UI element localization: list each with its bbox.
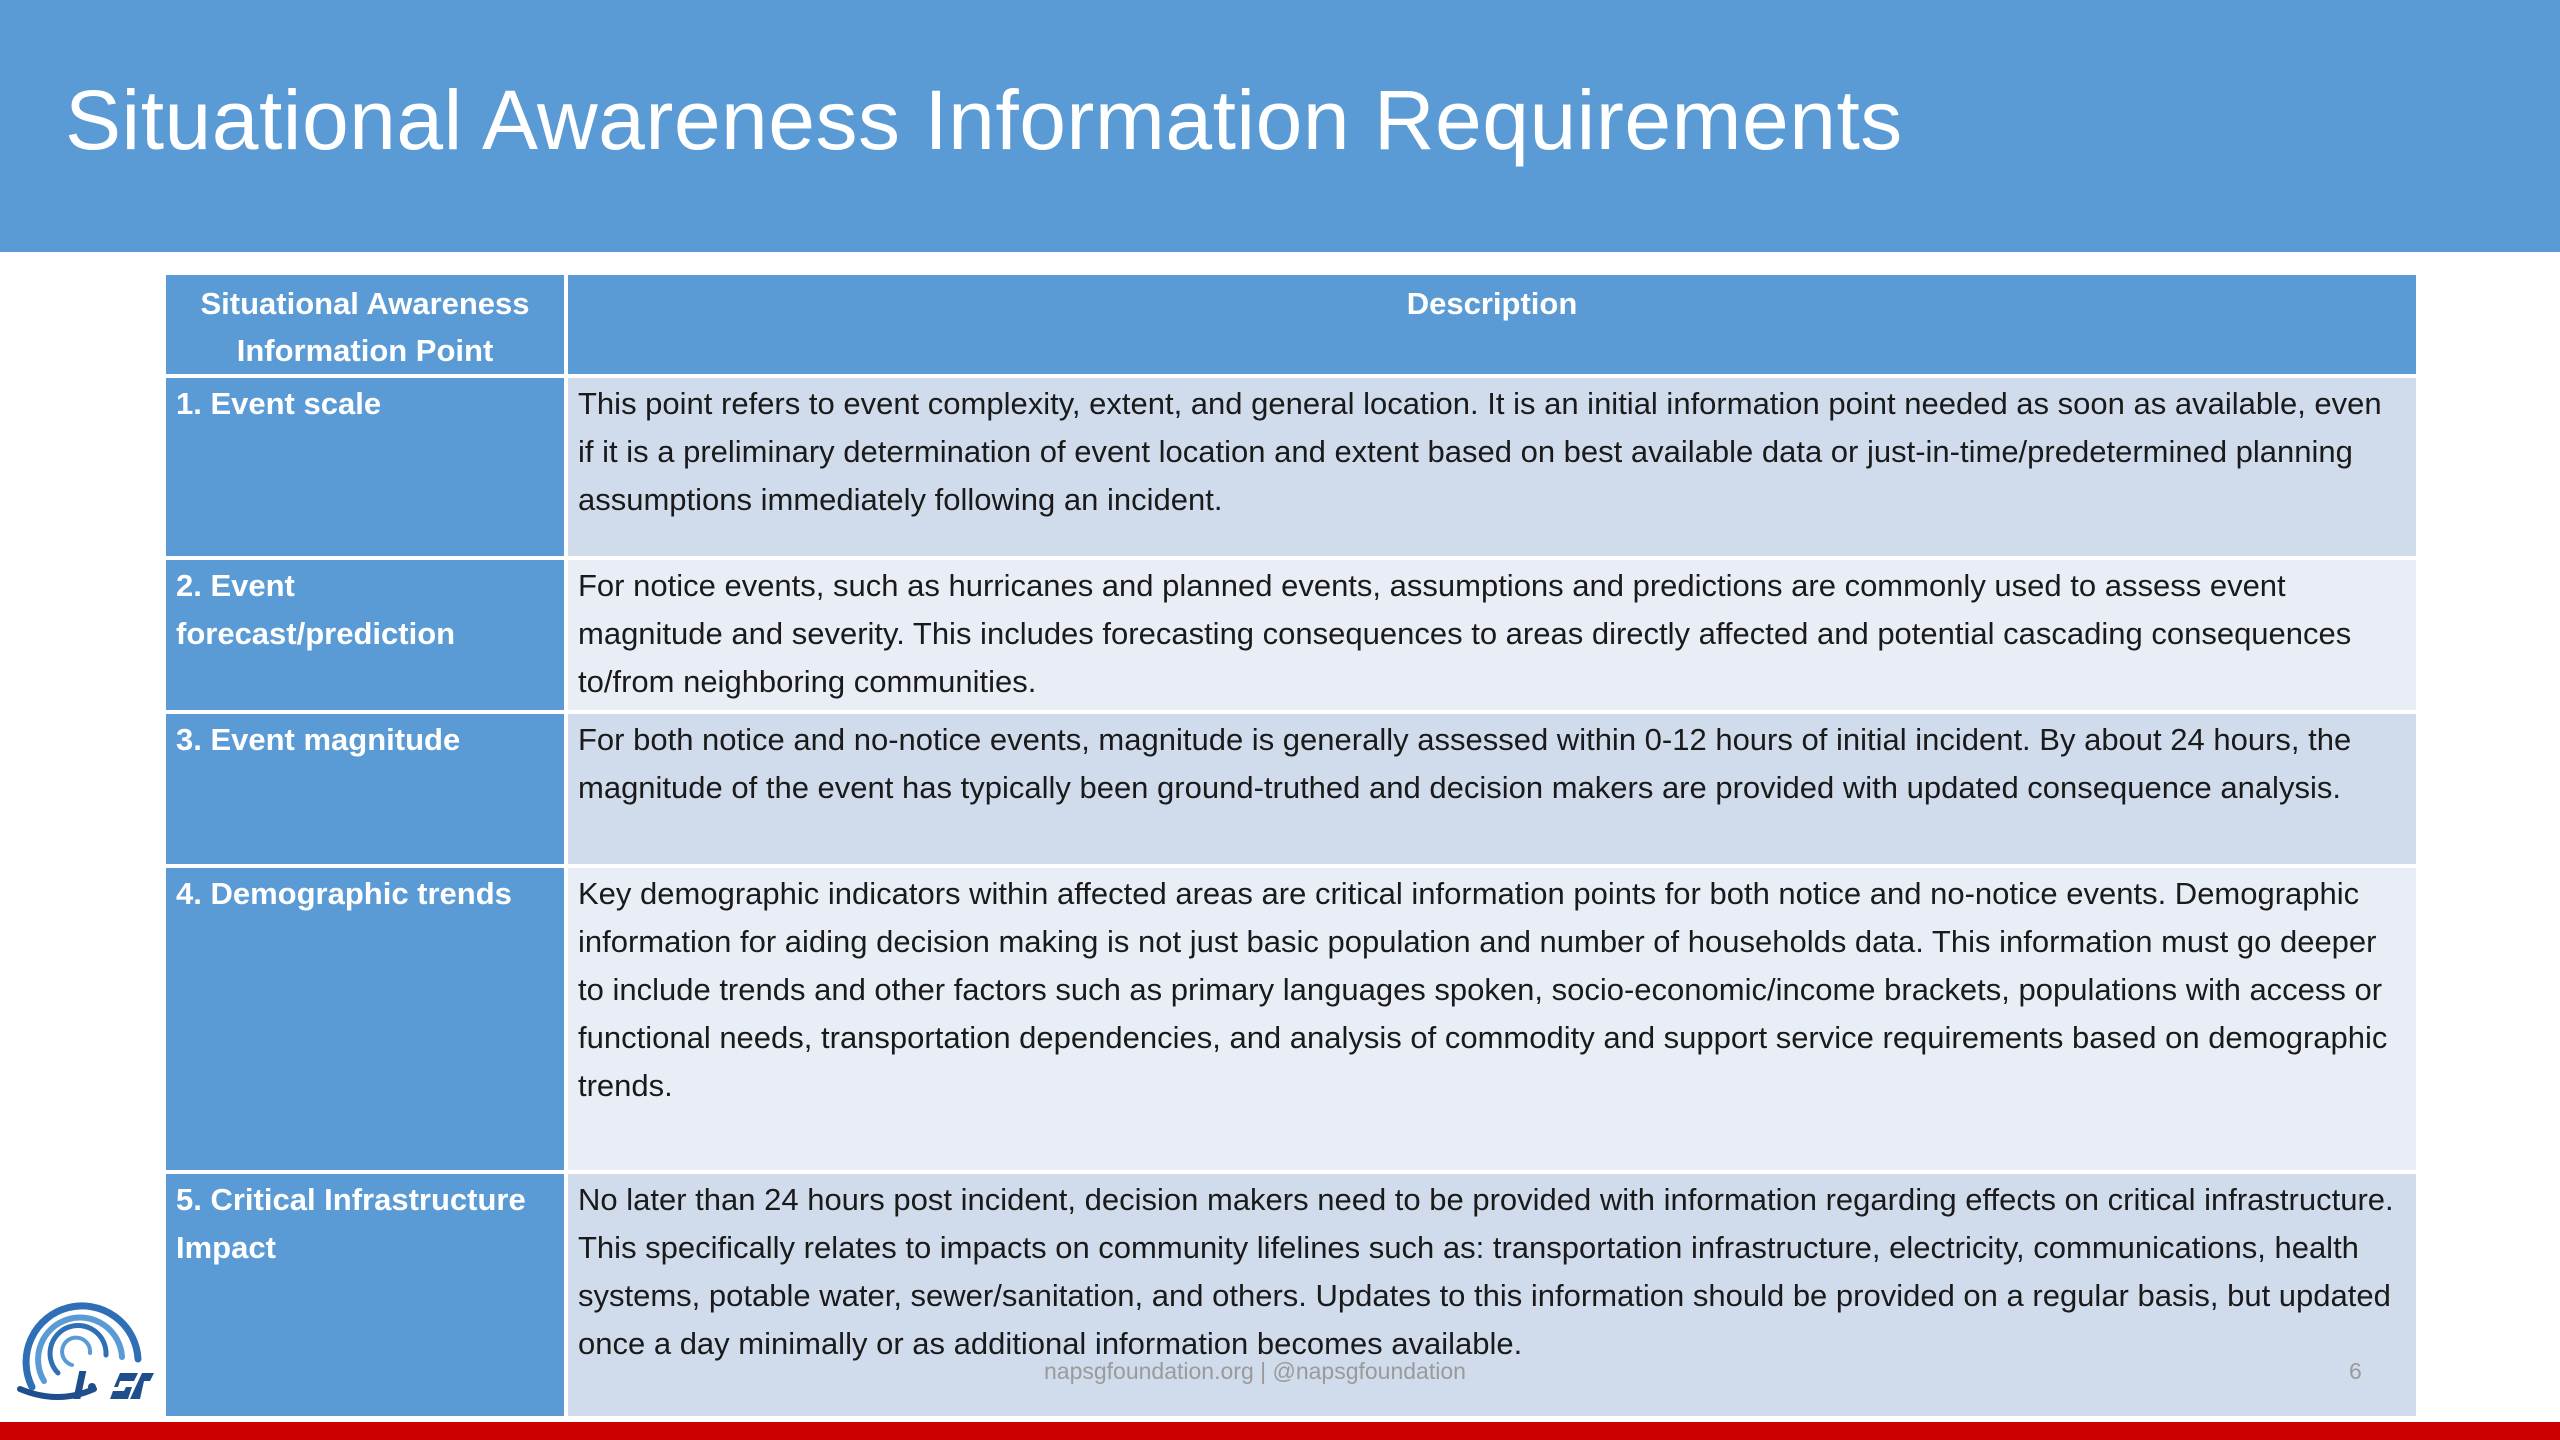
row-description: This point refers to event complexity, extent, and general location. It is an initial information point needed as soon as available, even if it is a preliminary determination of event location and extent based on best available data or just-in-time/predetermined planning assumptions immediately following an incident. bbox=[568, 378, 2416, 556]
header-information-point: Situational Awareness Information Point bbox=[166, 275, 568, 374]
row-point-label: 2. Event forecast/prediction bbox=[166, 560, 568, 710]
row-point-label: 4. Demographic trends bbox=[166, 868, 568, 1170]
row-point-label: 5. Critical Infrastructure Impact bbox=[166, 1174, 568, 1416]
requirements-table bbox=[166, 271, 2416, 1420]
bottom-accent-bar bbox=[0, 1422, 2560, 1440]
title-banner bbox=[0, 0, 2560, 252]
row-point-label: 1. Event scale bbox=[166, 378, 568, 556]
table-row bbox=[166, 868, 2416, 1170]
row-description: No later than 24 hours post incident, decision makers need to be provided with information regarding effects on critical infrastructure. This specifically relates to impacts on community lifelines such as: transportation infrastructure, electricity, communications, health systems, potable water, sewer/sanitation, and others. Updates to this information should be provided on a regular basis, but updated once a day minimally or as additional information becomes available. bbox=[568, 1174, 2416, 1416]
table-row bbox=[166, 714, 2416, 864]
slide-title: Situational Awareness Information Requirements bbox=[65, 73, 1903, 167]
table-header-row bbox=[166, 275, 2416, 374]
napsg-logo-icon bbox=[14, 1283, 156, 1409]
table-row bbox=[166, 560, 2416, 710]
row-description: For both notice and no-notice events, magnitude is generally assessed within 0-12 hours of initial incident. By about 24 hours, the magnitude of the event has typically been ground-truthed and decision makers are provided with updated consequence analysis. bbox=[568, 714, 2416, 864]
footer-text: napsgfoundation.org | @napsgfoundation bbox=[1044, 1358, 1466, 1384]
table-row bbox=[166, 378, 2416, 556]
page-number: 6 bbox=[2349, 1358, 2362, 1384]
row-description: Key demographic indicators within affected areas are critical information points for both notice and no-notice events. Demographic information for aiding decision making is not just basic population and number of households data. This information must go deeper to include trends and other factors such as primary languages spoken, socio-economic/income brackets, populations with access or functional needs, transportation dependencies, and analysis of commodity and support service requirements based on demographic trends. bbox=[568, 868, 2416, 1170]
row-point-label: 3. Event magnitude bbox=[166, 714, 568, 864]
row-description: For notice events, such as hurricanes and planned events, assumptions and predictions are commonly used to assess event magnitude and severity. This includes forecasting consequences to areas directly affected and potential cascading consequences to/from neighboring communities. bbox=[568, 560, 2416, 710]
header-description: Description bbox=[568, 275, 2416, 374]
